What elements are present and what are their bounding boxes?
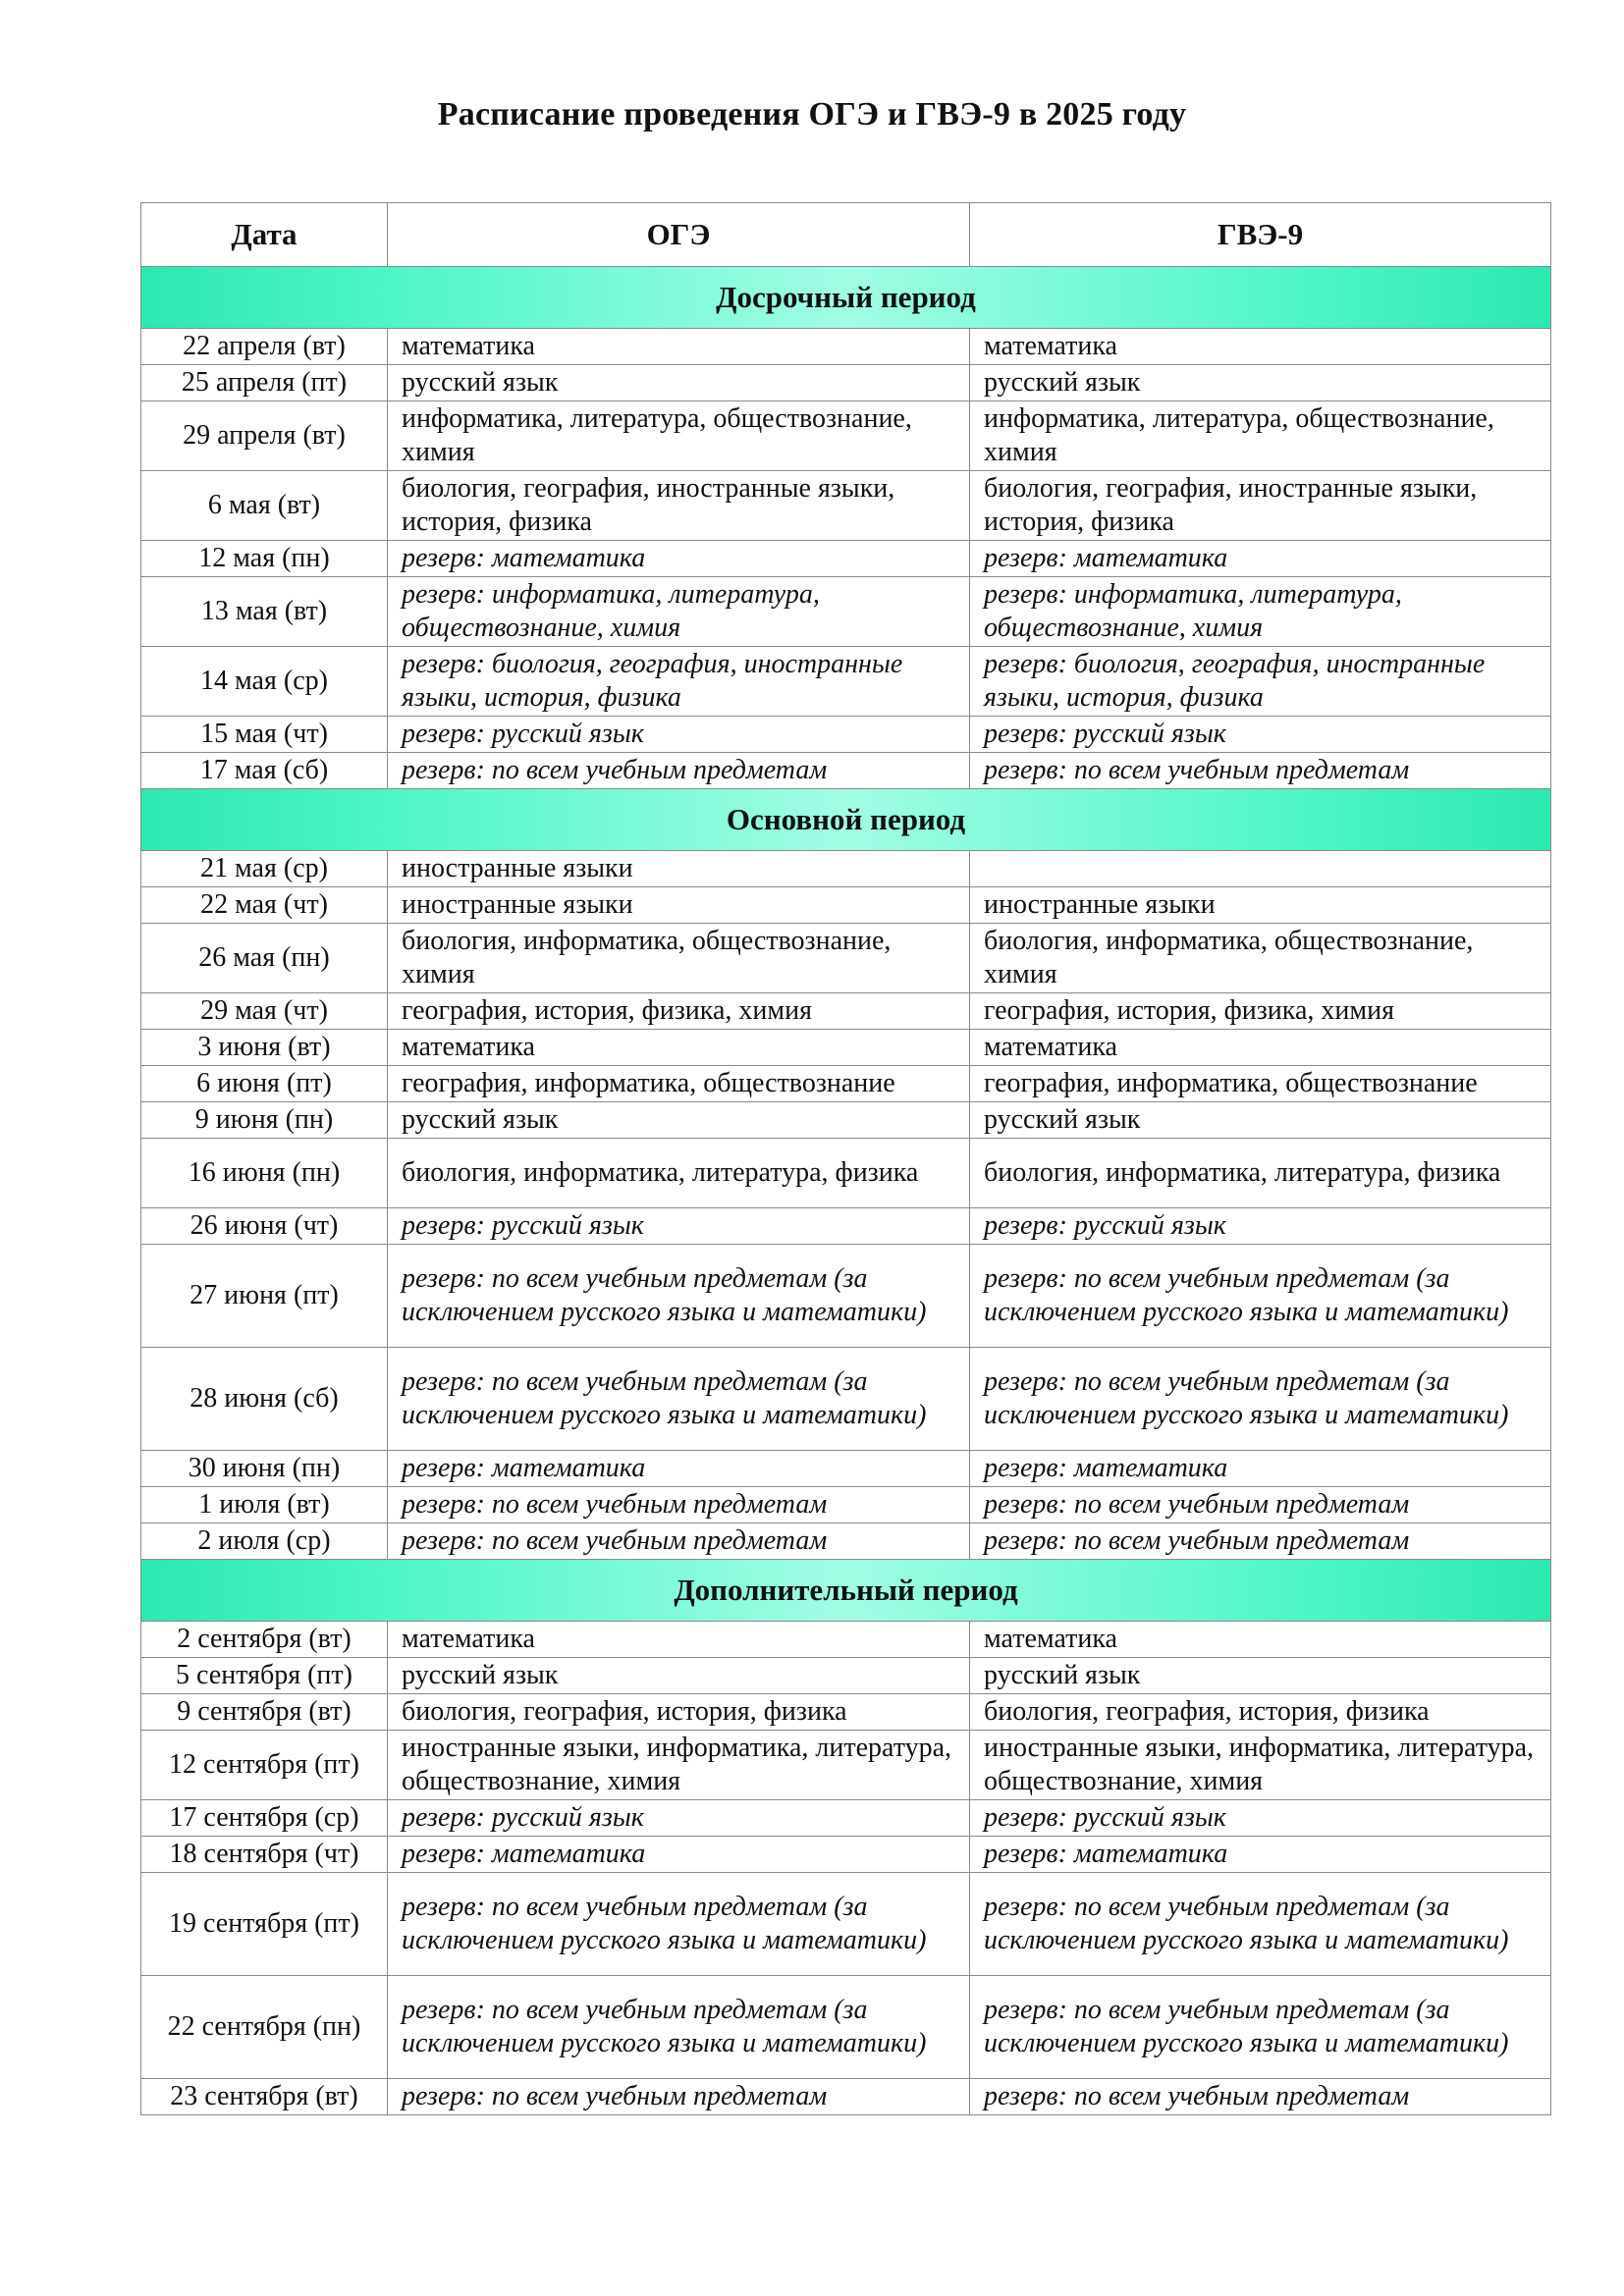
page-title: Расписание проведения ОГЭ и ГВЭ-9 в 2025 году bbox=[437, 96, 1187, 133]
oge-cell: математика bbox=[388, 329, 970, 365]
date-cell: 15 мая (чт) bbox=[141, 717, 388, 753]
gve-cell: резерв: по всем учебным предметам (за исключением русского языка и математики) bbox=[970, 1976, 1551, 2079]
gve-cell: резерв: математика bbox=[970, 1837, 1551, 1873]
table-row bbox=[141, 647, 1551, 717]
oge-cell: математика bbox=[388, 1030, 970, 1066]
oge-cell: биология, география, иностранные языки, история, физика bbox=[388, 471, 970, 541]
gve-cell: резерв: по всем учебным предметам (за исключением русского языка и математики) bbox=[970, 1873, 1551, 1976]
gve-cell: резерв: информатика, литература, обществознание, химия bbox=[970, 577, 1551, 647]
table-row bbox=[141, 1348, 1551, 1451]
table-row bbox=[141, 717, 1551, 753]
gve-cell: информатика, литература, обществознание, химия bbox=[970, 401, 1551, 471]
date-cell: 28 июня (сб) bbox=[141, 1348, 388, 1451]
header-row bbox=[141, 203, 1551, 267]
table-row bbox=[141, 471, 1551, 541]
date-cell: 22 апреля (вт) bbox=[141, 329, 388, 365]
oge-cell: биология, география, история, физика bbox=[388, 1694, 970, 1731]
oge-cell: русский язык bbox=[388, 365, 970, 401]
table-row bbox=[141, 1873, 1551, 1976]
oge-cell: резерв: русский язык bbox=[388, 1208, 970, 1245]
gve-cell: география, история, физика, химия bbox=[970, 993, 1551, 1030]
table-row bbox=[141, 1451, 1551, 1487]
header-oge: ОГЭ bbox=[388, 203, 970, 267]
date-cell: 21 мая (ср) bbox=[141, 851, 388, 887]
gve-cell: русский язык bbox=[970, 1658, 1551, 1694]
date-cell: 16 июня (пн) bbox=[141, 1139, 388, 1208]
date-cell: 6 мая (вт) bbox=[141, 471, 388, 541]
table-row bbox=[141, 1523, 1551, 1560]
date-cell: 14 мая (ср) bbox=[141, 647, 388, 717]
table-row bbox=[141, 329, 1551, 365]
table-row bbox=[141, 993, 1551, 1030]
table-row bbox=[141, 1694, 1551, 1731]
table-row bbox=[141, 1139, 1551, 1208]
gve-cell: резерв: русский язык bbox=[970, 717, 1551, 753]
oge-cell: резерв: по всем учебным предметам bbox=[388, 1523, 970, 1560]
table-row bbox=[141, 924, 1551, 993]
date-cell: 2 сентября (вт) bbox=[141, 1622, 388, 1658]
table-row bbox=[141, 1622, 1551, 1658]
table-body bbox=[141, 267, 1551, 2115]
table-row bbox=[141, 2079, 1551, 2115]
date-cell: 26 июня (чт) bbox=[141, 1208, 388, 1245]
table-row bbox=[141, 851, 1551, 887]
date-cell: 22 сентября (пн) bbox=[141, 1976, 388, 2079]
date-cell: 30 июня (пн) bbox=[141, 1451, 388, 1487]
table-row bbox=[141, 1976, 1551, 2079]
gve-cell: русский язык bbox=[970, 1102, 1551, 1139]
oge-cell: русский язык bbox=[388, 1658, 970, 1694]
date-cell: 2 июля (ср) bbox=[141, 1523, 388, 1560]
period-title: Досрочный период bbox=[141, 267, 1551, 329]
oge-cell: математика bbox=[388, 1622, 970, 1658]
date-cell: 26 мая (пн) bbox=[141, 924, 388, 993]
date-cell: 6 июня (пт) bbox=[141, 1066, 388, 1102]
gve-cell: резерв: по всем учебным предметам (за исключением русского языка и математики) bbox=[970, 1245, 1551, 1348]
oge-cell: резерв: по всем учебным предметам (за исключением русского языка и математики) bbox=[388, 1873, 970, 1976]
gve-cell: русский язык bbox=[970, 365, 1551, 401]
oge-cell: резерв: по всем учебным предметам (за исключением русского языка и математики) bbox=[388, 1348, 970, 1451]
table-row bbox=[141, 1102, 1551, 1139]
gve-cell: резерв: по всем учебным предметам bbox=[970, 2079, 1551, 2115]
table-row bbox=[141, 1030, 1551, 1066]
oge-cell: биология, информатика, литература, физика bbox=[388, 1139, 970, 1208]
table-row bbox=[141, 1800, 1551, 1837]
date-cell: 12 сентября (пт) bbox=[141, 1731, 388, 1800]
gve-cell: резерв: по всем учебным предметам bbox=[970, 1487, 1551, 1523]
date-cell: 17 сентября (ср) bbox=[141, 1800, 388, 1837]
header-date: Дата bbox=[141, 203, 388, 267]
table-row bbox=[141, 577, 1551, 647]
table-row bbox=[141, 541, 1551, 577]
oge-cell: резерв: русский язык bbox=[388, 1800, 970, 1837]
gve-cell: иностранные языки, информатика, литература, обществознание, химия bbox=[970, 1731, 1551, 1800]
oge-cell: география, история, физика, химия bbox=[388, 993, 970, 1030]
period-title: Дополнительный период bbox=[141, 1560, 1551, 1622]
gve-cell: резерв: математика bbox=[970, 1451, 1551, 1487]
date-cell: 25 апреля (пт) bbox=[141, 365, 388, 401]
table-row bbox=[141, 1731, 1551, 1800]
header-gve: ГВЭ-9 bbox=[970, 203, 1551, 267]
oge-cell: резерв: информатика, литература, обществознание, химия bbox=[388, 577, 970, 647]
oge-cell: русский язык bbox=[388, 1102, 970, 1139]
schedule-table bbox=[140, 202, 1551, 2115]
oge-cell: резерв: русский язык bbox=[388, 717, 970, 753]
oge-cell: география, информатика, обществознание bbox=[388, 1066, 970, 1102]
gve-cell: резерв: по всем учебным предметам (за исключением русского языка и математики) bbox=[970, 1348, 1551, 1451]
table-row bbox=[141, 1658, 1551, 1694]
gve-cell: резерв: биология, география, иностранные языки, история, физика bbox=[970, 647, 1551, 717]
oge-cell: резерв: математика bbox=[388, 1837, 970, 1873]
oge-cell: резерв: по всем учебным предметам (за исключением русского языка и математики) bbox=[388, 1245, 970, 1348]
period-section-row bbox=[141, 267, 1551, 329]
period-section-row bbox=[141, 789, 1551, 851]
oge-cell: биология, информатика, обществознание, химия bbox=[388, 924, 970, 993]
gve-cell bbox=[970, 851, 1551, 887]
gve-cell: биология, география, история, физика bbox=[970, 1694, 1551, 1731]
date-cell: 17 мая (сб) bbox=[141, 753, 388, 789]
oge-cell: резерв: по всем учебным предметам bbox=[388, 1487, 970, 1523]
table-row bbox=[141, 401, 1551, 471]
gve-cell: математика bbox=[970, 1622, 1551, 1658]
oge-cell: резерв: по всем учебным предметам bbox=[388, 753, 970, 789]
date-cell: 19 сентября (пт) bbox=[141, 1873, 388, 1976]
date-cell: 12 мая (пн) bbox=[141, 541, 388, 577]
oge-cell: резерв: математика bbox=[388, 541, 970, 577]
date-cell: 5 сентября (пт) bbox=[141, 1658, 388, 1694]
oge-cell: резерв: математика bbox=[388, 1451, 970, 1487]
table-header bbox=[141, 203, 1551, 267]
table-row bbox=[141, 1208, 1551, 1245]
oge-cell: информатика, литература, обществознание, химия bbox=[388, 401, 970, 471]
period-section-row bbox=[141, 1560, 1551, 1622]
oge-cell: резерв: по всем учебным предметам (за исключением русского языка и математики) bbox=[388, 1976, 970, 2079]
gve-cell: математика bbox=[970, 329, 1551, 365]
gve-cell: резерв: русский язык bbox=[970, 1208, 1551, 1245]
table-row bbox=[141, 1487, 1551, 1523]
date-cell: 23 сентября (вт) bbox=[141, 2079, 388, 2115]
date-cell: 13 мая (вт) bbox=[141, 577, 388, 647]
oge-cell: иностранные языки, информатика, литература, обществознание, химия bbox=[388, 1731, 970, 1800]
date-cell: 29 апреля (вт) bbox=[141, 401, 388, 471]
gve-cell: резерв: по всем учебным предметам bbox=[970, 753, 1551, 789]
date-cell: 3 июня (вт) bbox=[141, 1030, 388, 1066]
gve-cell: резерв: математика bbox=[970, 541, 1551, 577]
gve-cell: резерв: русский язык bbox=[970, 1800, 1551, 1837]
date-cell: 29 мая (чт) bbox=[141, 993, 388, 1030]
date-cell: 9 июня (пн) bbox=[141, 1102, 388, 1139]
oge-cell: резерв: по всем учебным предметам bbox=[388, 2079, 970, 2115]
period-title: Основной период bbox=[141, 789, 1551, 851]
date-cell: 1 июля (вт) bbox=[141, 1487, 388, 1523]
oge-cell: резерв: биология, география, иностранные языки, история, физика bbox=[388, 647, 970, 717]
gve-cell: география, информатика, обществознание bbox=[970, 1066, 1551, 1102]
gve-cell: резерв: по всем учебным предметам bbox=[970, 1523, 1551, 1560]
gve-cell: математика bbox=[970, 1030, 1551, 1066]
gve-cell: биология, информатика, обществознание, химия bbox=[970, 924, 1551, 993]
gve-cell: биология, информатика, литература, физика bbox=[970, 1139, 1551, 1208]
table-row bbox=[141, 1245, 1551, 1348]
oge-cell: иностранные языки bbox=[388, 887, 970, 924]
date-cell: 27 июня (пт) bbox=[141, 1245, 388, 1348]
gve-cell: иностранные языки bbox=[970, 887, 1551, 924]
table-row bbox=[141, 753, 1551, 789]
date-cell: 22 мая (чт) bbox=[141, 887, 388, 924]
oge-cell: иностранные языки bbox=[388, 851, 970, 887]
table-row bbox=[141, 1066, 1551, 1102]
gve-cell: биология, география, иностранные языки, история, физика bbox=[970, 471, 1551, 541]
date-cell: 18 сентября (чт) bbox=[141, 1837, 388, 1873]
table-row bbox=[141, 887, 1551, 924]
table-row bbox=[141, 365, 1551, 401]
date-cell: 9 сентября (вт) bbox=[141, 1694, 388, 1731]
table-row bbox=[141, 1837, 1551, 1873]
